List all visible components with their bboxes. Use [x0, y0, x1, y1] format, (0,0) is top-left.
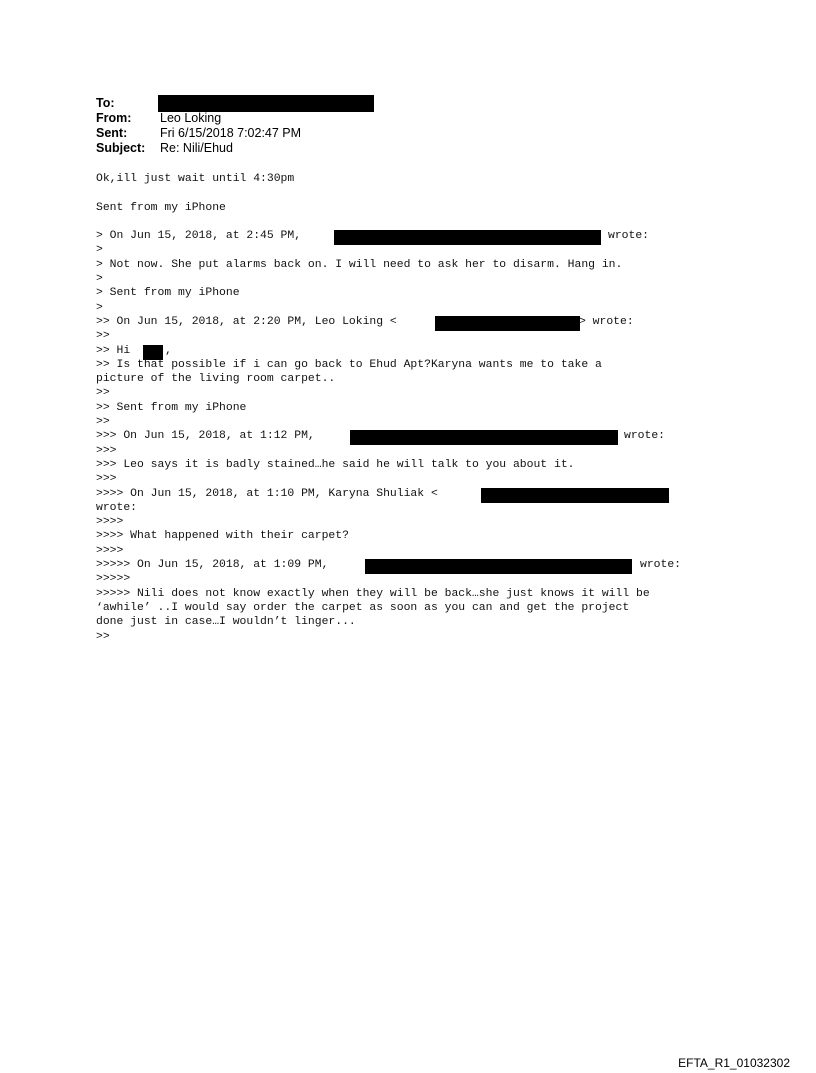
quote-line: >> [96, 416, 110, 429]
quote-line: >>> Leo says it is badly stained…he said he will talk to you about it. [96, 458, 575, 471]
sent-value: Fri 6/15/2018 7:02:47 PM [160, 126, 302, 140]
quote-line: > [96, 273, 103, 286]
quote-line [96, 229, 736, 243]
quote-text: , [165, 344, 172, 357]
quote-text: wrote: [608, 230, 650, 243]
quote-line [96, 315, 736, 329]
document-id: EFTA_R1_01032302 [678, 1056, 790, 1070]
quote-text: > wrote: [579, 315, 634, 328]
subject-label: Subject: [96, 141, 146, 155]
quote-line: >>>> [96, 516, 124, 529]
quote-text: > On Jun 15, 2018, at 2:45 PM, [96, 230, 302, 243]
quote-text: >> On Jun 15, 2018, at 2:20 PM, Leo Loking < [96, 315, 397, 328]
from-label: From: [96, 111, 132, 125]
quote-text: wrote: [624, 430, 666, 443]
subject-value: Re: Nili/Ehud [160, 141, 233, 155]
body-line: Sent from my iPhone [96, 201, 226, 214]
redaction-block [158, 95, 374, 112]
from-value: Leo Loking [160, 111, 222, 125]
quote-line [96, 344, 736, 358]
email-body [96, 172, 736, 644]
quote-line: >> Sent from my iPhone [96, 401, 247, 414]
quote-line: >> [96, 387, 110, 400]
quote-text: wrote: [640, 559, 682, 572]
quote-line: ‘awhile’ ..I would say order the carpet as soon as you can and get the project [96, 601, 630, 614]
quote-line: wrote: [96, 501, 138, 514]
quote-line: >>>> What happened with their carpet? [96, 530, 349, 543]
quote-line [96, 487, 736, 501]
quote-line: >>>>> Nili does not know exactly when they will be back…she just knows it will be [96, 587, 650, 600]
quote-text: >> Hi [96, 344, 131, 357]
quote-line [96, 429, 736, 443]
quote-line: > Sent from my iPhone [96, 287, 240, 300]
quote-line: >>>>> [96, 573, 131, 586]
quote-line: >> [96, 330, 110, 343]
quote-line: >> Is that possible if i can go back to Ehud Apt?Karyna wants me to take a [96, 358, 602, 371]
quote-text: >>> On Jun 15, 2018, at 1:12 PM, [96, 430, 315, 443]
quote-line: picture of the living room carpet.. [96, 373, 336, 386]
quote-line: >>>> [96, 544, 124, 557]
quote-line [96, 558, 736, 572]
to-label: To: [96, 96, 115, 110]
quote-text: >>>> On Jun 15, 2018, at 1:10 PM, Karyna Shuliak < [96, 487, 438, 500]
quote-line: > Not now. She put alarms back on. I will need to ask her to disarm. Hang in. [96, 258, 623, 271]
quote-line: done just in case…I wouldn’t linger... [96, 616, 356, 629]
quote-line: >>> [96, 444, 117, 457]
body-line: Ok,ill just wait until 4:30pm [96, 173, 295, 185]
sent-label: Sent: [96, 126, 128, 140]
quote-line: >>> [96, 473, 117, 486]
quote-line: > [96, 244, 103, 257]
quote-line: >> [96, 630, 110, 643]
quote-line: > [96, 301, 103, 314]
quote-text: >>>>> On Jun 15, 2018, at 1:09 PM, [96, 559, 329, 572]
